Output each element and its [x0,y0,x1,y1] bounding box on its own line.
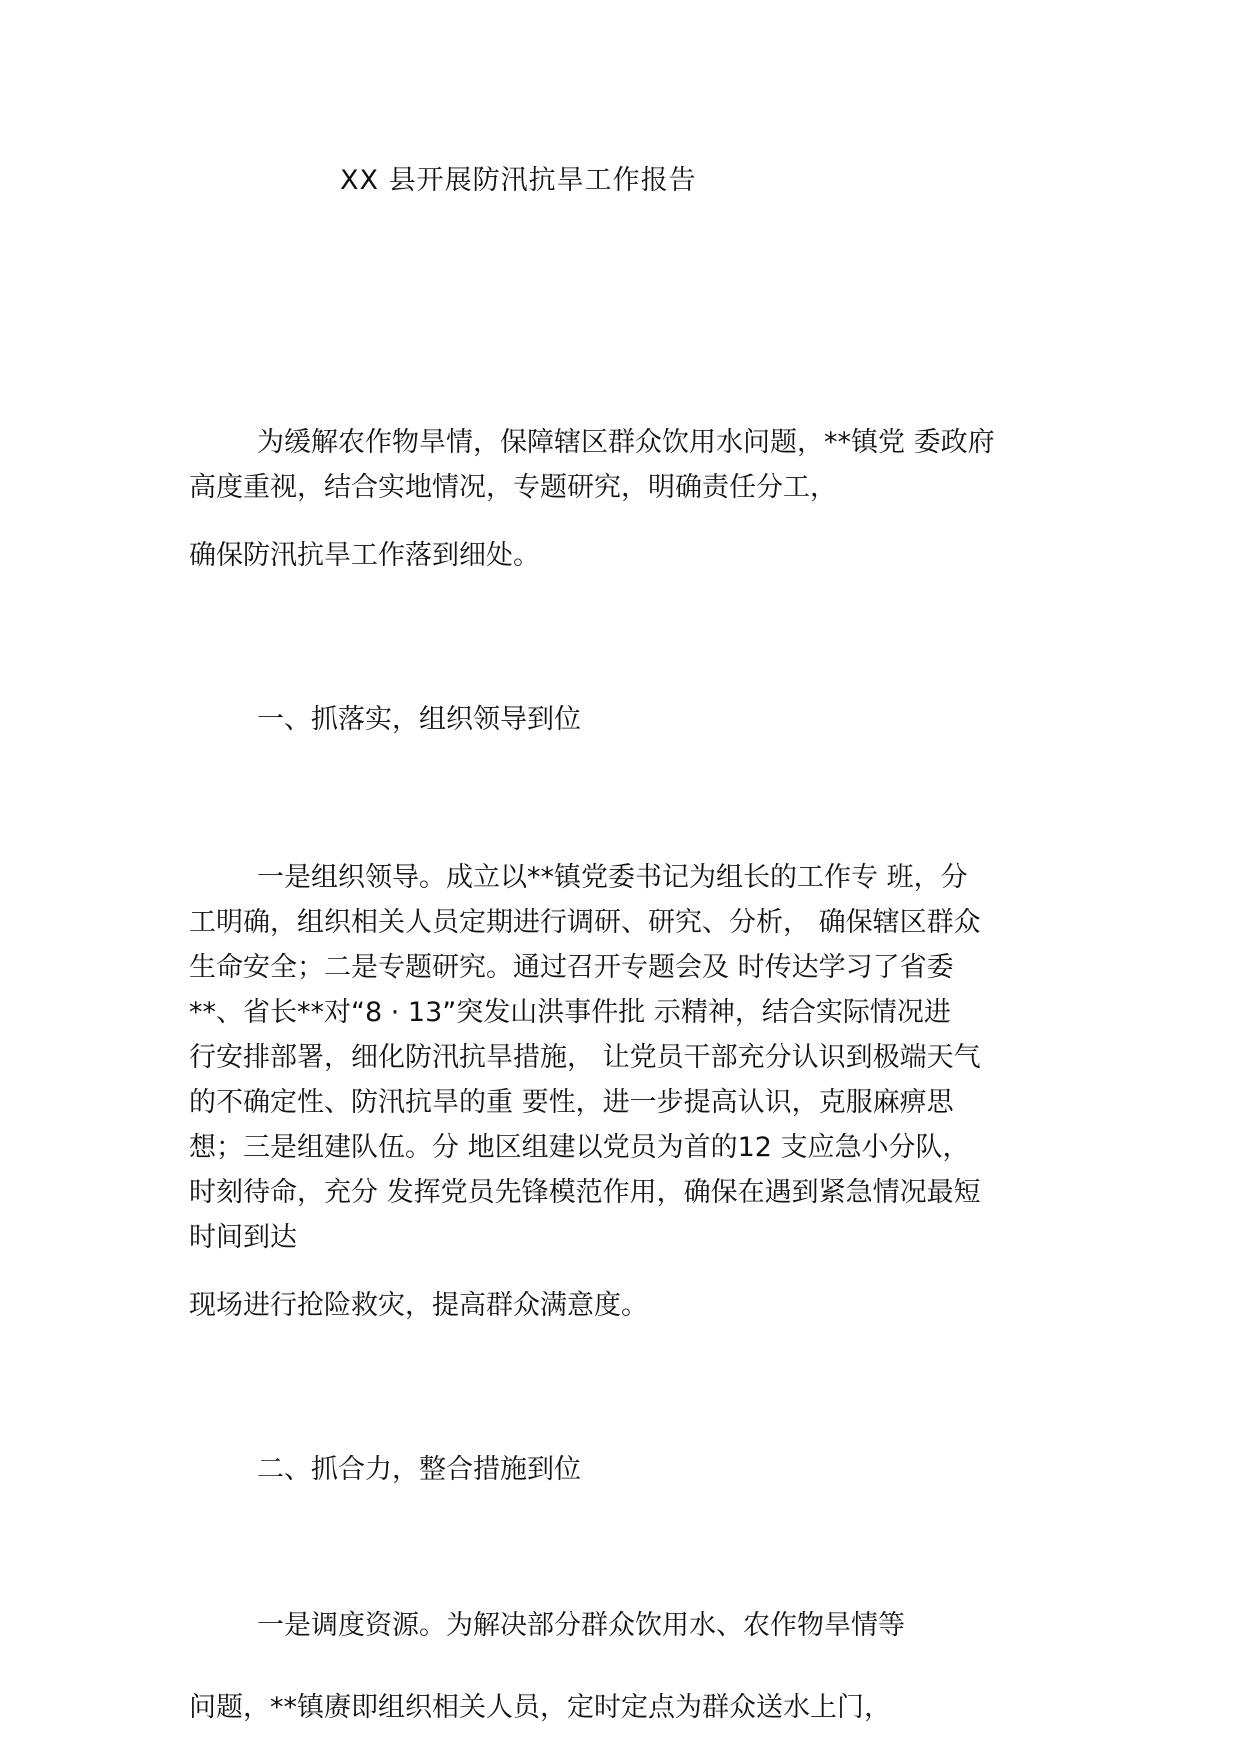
intro-paragraph [189,420,1069,510]
intro-line-2: 高度重视，结合实地情况，专题研究，明确责任分工， [189,472,837,503]
intro-last-line [189,533,1069,578]
section1-line-2: 工明确，组织相关人员定期进行调研、研究、分析， 确保辖区群众 [189,907,981,938]
section2-heading: 二、抓合力，整合措施到位 [257,1454,581,1485]
section1-line-5: 行安排部署，细化防汛抗旱措施， 让党员干部充分认识到极端天气 [189,1042,981,1073]
section2-line-1: 一是调度资源。为解决部分群众饮用水、农作物旱情等 [257,1610,905,1641]
section1-heading: 一、抓落实，组织领导到位 [257,704,581,735]
section1-line-4: **、省长**对“8 · 13”突发山洪事件批 示精神，结合实际情况进 [189,997,951,1028]
section2-body-first [189,1603,1069,1648]
section1-line-10: 现场进行抢险救灾，提高群众满意度。 [189,1290,648,1321]
section1-line-7: 想；三是组建队伍。分 地区组建以党员为首的12 支应急小分队， [189,1132,970,1163]
intro-line-1: 为缓解农作物旱情，保障辖区群众饮用水问题，**镇党 委政府 [257,427,995,458]
section1-body [189,855,1069,1260]
section1-line-6: 的不确定性、防汛抗旱的重 要性，进一步提高认识，克服麻痹思 [189,1087,954,1118]
section1-line-3: 生命安全；二是专题研究。通过召开专题会及 时传达学习了省委 [189,952,954,983]
section1-line-8: 时刻待命，充分 发挥党员先锋模范作用，确保在遇到紧急情况最短 [189,1177,981,1208]
document-title: XX 县开展防汛抗旱工作报告 [340,165,697,196]
section1-last-line [189,1283,1069,1328]
section2-body-second [189,1685,1069,1730]
section1-line-9: 时间到达 [189,1222,297,1253]
intro-line-3: 确保防汛抗旱工作落到细处。 [189,540,540,571]
section2-line-2: 问题，**镇赓即组织相关人员，定时定点为群众送水上门， [189,1692,891,1723]
section1-line-1: 一是组织领导。成立以**镇党委书记为组长的工作专 班，分 [257,862,968,893]
